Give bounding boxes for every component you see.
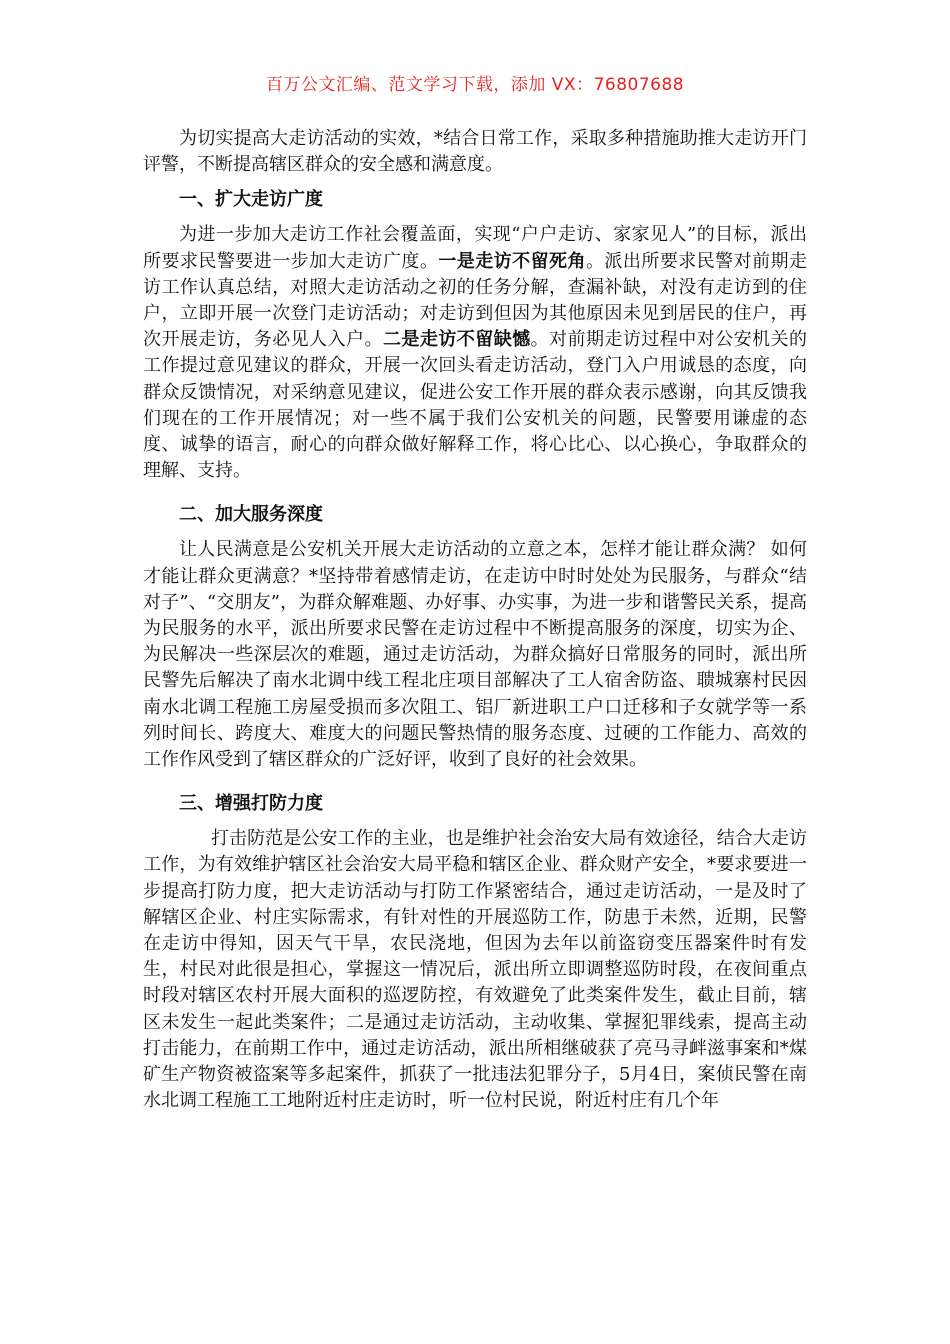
- document-body: [143, 126, 807, 1115]
- section-1-text-a: 为进一步加大走访工作社会覆盖面，实现“户户走访、家家见人”的目标，派出所要求民警要进一步加大走访广度。: [143, 224, 807, 272]
- section-1-emphasis-b: 二是走访不留缺憾: [382, 329, 531, 351]
- header-banner: 百万公文汇编、范文学习下载，添加 VX：76807688: [265, 75, 685, 95]
- section-heading-3: 三、增强打防力度: [179, 793, 323, 815]
- section-1-emphasis-a: 一是走访不留死角: [438, 250, 586, 272]
- section-heading-1: 一、扩大走访广度: [179, 189, 323, 211]
- section-2-paragraph: 让人民满意是公安机关开展大走访活动的立意之本，怎样才能让群众满？ 如何才能让群众更满意？*坚持带着感情走访，在走访中时时处处为民服务，与群众“结对子”、“交朋友”，为群众解难题、办好事、办实事，为进一步和谐警民关系，提高为民服务的水平，派出所要求民警在走访过程中不断提高服务的深度，切实为企、为民解决一些深层次的难题，通过走访活动，为群众搞好日常服务的同时，派出所民警先后解决了南水北调中线工程北庄项目部解决了工人宿舍防盗、聩城寨村民因南水北调工程施工房屋受损而多次阻工、铝厂新进职工户口迁移和子女就学等一系列时间长、跨度大、难度大的问题民警热情的服务态度、过硬的工作能力、高效的工作作风受到了辖区群众的广泛好评，收到了良好的社会效果。: [143, 539, 807, 771]
- section-1-text-c: 。对前期走访过程中对公安机关的工作提过意见建议的群众，开展一次回头看走访活动，登门入户用诚恳的态度，向群众反馈情况，对采纳意见建议，促进公安工作开展的群众表示感谢，向其反馈我们现在的工作开展情况；对一些不属于我们公安机关的问题，民警要用谦虚的态度、诚挚的语言，耐心的向群众做好解释工作，将心比心、以心换心，争取群众的理解、支持。: [143, 329, 808, 482]
- section-heading-2: 二、加大服务深度: [179, 504, 323, 526]
- section-1-text-b: 。派出所要求民警对前期走访工作认真总结，对照大走访活动之初的任务分解，查漏补缺，对没有走访到的住户，立即开展一次登门走访活动；对走访到但因为其他原因未见到居民的住户，再次开展走访，务必见人入户。: [143, 250, 807, 351]
- intro-paragraph: 为切实提高大走访活动的实效，*结合日常工作，采取多种措施助推大走访开门评警，不断提高辖区群众的安全感和满意度。: [143, 128, 807, 176]
- section-3-paragraph: 打击防范是公安工作的主业，也是维护社会治安大局有效途径，结合大走访工作，为有效维护辖区社会治安大局平稳和辖区企业、群众财产安全，*要求要进一步提高打防力度，把大走访活动与打防工作紧密结合，通过走访活动，一是及时了解辖区企业、村庄实际需求，有针对性的开展巡防工作，防患于未然，近期，民警在走访中得知，因天气干旱，农民浇地，但因为去年以前盗窃变压器案件时有发生，村民对此很是担心，掌握这一情况后，派出所立即调整巡防时段，在夜间重点时段对辖区农村开展大面积的巡逻防控，有效避免了此类案件发生，截止目前，辖区未发生一起此类案件；二是通过走访活动，主动收集、掌握犯罪线索，提高主动打击能力，在前期工作中，通过走访活动，派出所相继破获了亮马寻衅滋事案和*煤矿生产物资被盗案等多起案件，抓获了一批违法犯罪分子，5月4日，案侦民警在南水北调工程施工工地附近村庄走访时，听一位村民说，附近村庄有几个年: [143, 828, 807, 1112]
- section-1-paragraph: [143, 222, 807, 484]
